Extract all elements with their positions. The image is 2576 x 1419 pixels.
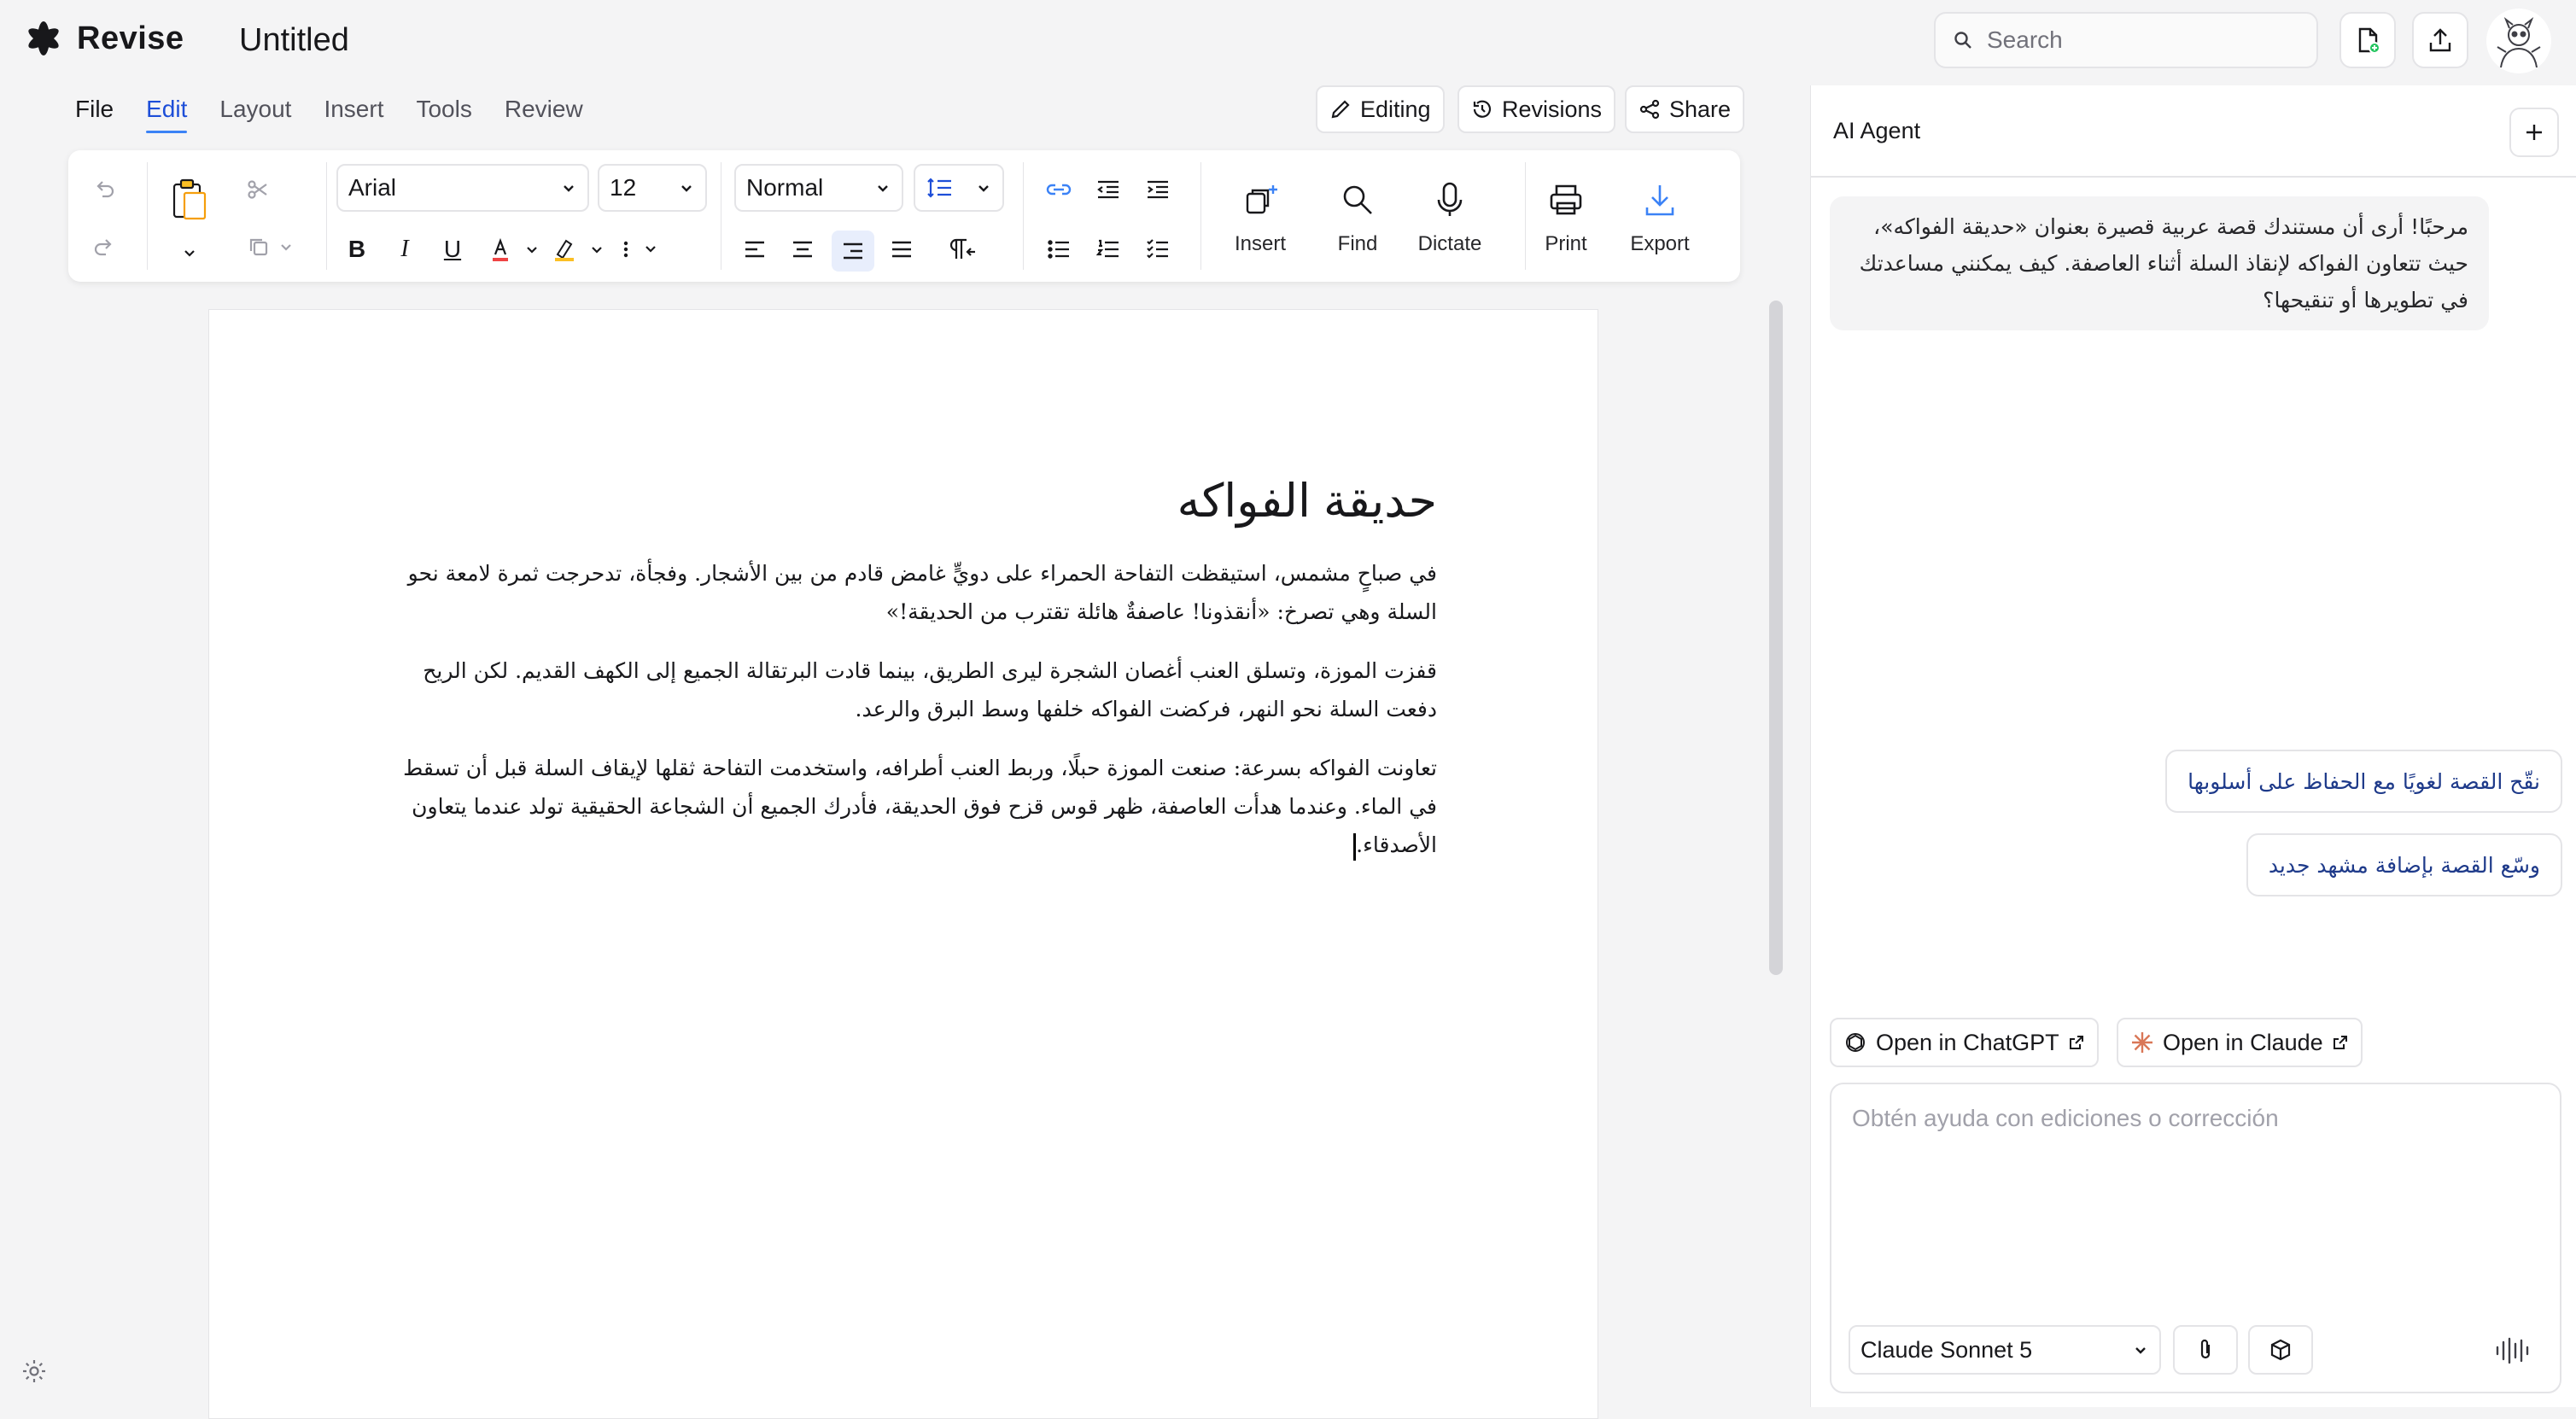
export-label: Export — [1630, 232, 1690, 255]
document-paragraph-3[interactable] — [378, 749, 1437, 864]
share-button[interactable] — [1625, 85, 1744, 133]
upload-icon — [2426, 26, 2455, 55]
font-size-select[interactable] — [598, 164, 707, 212]
font-family-value: Arial — [348, 174, 397, 201]
suggestion-chip-1[interactable]: نقّح القصة لغويًا مع الحفاظ على أسلوبها — [2165, 750, 2562, 813]
print-button[interactable] — [1540, 174, 1592, 225]
document-title[interactable]: Untitled — [239, 22, 349, 58]
indent-button[interactable] — [1139, 171, 1177, 208]
paste-icon — [171, 178, 208, 222]
bullet-list-button[interactable] — [1040, 231, 1078, 268]
chat-composer[interactable] — [1830, 1083, 2561, 1393]
line-spacing-icon — [926, 176, 953, 200]
chevron-down-icon — [874, 179, 891, 196]
menu-review[interactable]: Review — [504, 96, 583, 122]
plus-icon — [2523, 121, 2545, 143]
chatgpt-icon — [1843, 1031, 1867, 1054]
new-document-button[interactable] — [2339, 12, 2396, 68]
redo-button[interactable] — [85, 229, 123, 266]
find-button[interactable] — [1332, 174, 1383, 225]
revisions-label: Revisions — [1502, 96, 1603, 122]
align-right-button[interactable] — [832, 231, 874, 272]
document-heading[interactable]: حديقة الفواكه — [1177, 476, 1437, 527]
editing-label: Editing — [1360, 96, 1431, 122]
download-icon — [1643, 182, 1677, 218]
open-in-chatgpt-label: Open in ChatGPT — [1876, 1029, 2059, 1055]
rtl-paragraph-icon — [944, 236, 978, 262]
voice-input-button[interactable] — [2489, 1328, 2537, 1373]
share-icon — [1638, 98, 1661, 120]
external-link-icon — [2332, 1034, 2349, 1051]
menu-tools[interactable]: Tools — [416, 96, 472, 122]
copy-icon — [248, 236, 295, 260]
chevron-down-icon — [182, 245, 197, 260]
align-center-button[interactable] — [784, 231, 821, 268]
underline-icon: U — [443, 236, 462, 262]
more-icon — [617, 237, 665, 261]
microphone-icon — [1433, 181, 1467, 219]
italic-icon: I — [400, 236, 409, 262]
chevron-down-icon — [560, 179, 577, 196]
app-name: Revise — [77, 20, 184, 56]
search-input[interactable] — [1934, 12, 2318, 68]
editing-button[interactable] — [1316, 85, 1445, 133]
document-paragraph-1[interactable]: في صباحٍ مشمس، استيقظت التفاحة الحمراء على دويٍّ غامض قادم من بين الأشجار. وفجأة، تدحرجت ثمرة لامعة نحو السلة وهي تصرخ: «أنقذونا! عاصفةٌ هائلة تقترب من الحديقة!» — [407, 561, 1437, 624]
open-in-claude-label: Open in Claude — [2163, 1029, 2323, 1055]
revisions-button[interactable] — [1457, 85, 1615, 133]
copy-button[interactable] — [237, 229, 306, 266]
new-document-icon — [2353, 26, 2382, 55]
menu-file[interactable]: File — [75, 96, 114, 122]
menu-edit[interactable]: Edit — [146, 92, 187, 133]
pencil-icon — [1329, 98, 1352, 120]
model-select[interactable] — [1849, 1325, 2161, 1375]
external-link-icon — [2068, 1034, 2085, 1051]
numbered-list-icon — [1096, 238, 1120, 260]
menu-bar — [75, 92, 616, 133]
text-direction-button[interactable] — [936, 231, 987, 268]
highlight-button[interactable] — [548, 231, 582, 268]
avatar-icon — [2489, 11, 2549, 71]
share-label: Share — [1669, 96, 1732, 122]
composer-placeholder: Obtén ayuda con ediciones o corrección — [1852, 1105, 2279, 1131]
justify-icon — [891, 240, 913, 259]
ai-agent-panel — [1810, 85, 2576, 1407]
voice-icon — [2494, 1334, 2532, 1368]
link-button[interactable] — [1040, 171, 1078, 208]
chevron-down-icon — [589, 242, 605, 257]
search-icon — [1953, 30, 1973, 50]
italic-button[interactable] — [388, 232, 422, 266]
cube-icon — [2269, 1338, 2293, 1362]
model-value: Claude Sonnet 5 — [1860, 1336, 2033, 1363]
paste-button[interactable] — [162, 174, 217, 225]
align-center-icon — [791, 240, 814, 259]
more-format-button[interactable] — [613, 232, 669, 266]
document-paragraph-2[interactable]: قفزت الموزة، وتسلق العنب أغصان الشجرة ليرى الطريق، بينما قادت البرتقالة الجميع إلى الكهف القديم. لكن الريح دفعت السلة نحو النهر، فركضت الفواكه خلفها وسط البرق والرعد. — [423, 658, 1437, 721]
cut-button[interactable] — [239, 171, 277, 208]
dictate-label: Dictate — [1417, 232, 1482, 255]
font-size-value: 12 — [610, 174, 637, 201]
undo-icon — [92, 178, 116, 201]
undo-button[interactable] — [85, 171, 123, 208]
chevron-down-icon — [678, 179, 695, 196]
history-icon — [1471, 98, 1493, 120]
highlight-icon — [552, 236, 578, 263]
paperclip-icon — [2194, 1337, 2217, 1363]
print-label: Print — [1545, 232, 1587, 255]
ai-panel-header — [1811, 85, 2576, 178]
align-left-icon — [744, 240, 766, 259]
underline-button[interactable] — [435, 232, 470, 266]
document-page[interactable] — [208, 309, 1598, 1419]
font-family-select[interactable] — [336, 164, 589, 212]
upload-button[interactable] — [2412, 12, 2468, 68]
search-icon — [1341, 183, 1375, 217]
logo-icon — [24, 19, 63, 58]
link-icon — [1045, 180, 1072, 199]
insert-button[interactable] — [1235, 174, 1286, 225]
export-button[interactable] — [1634, 174, 1685, 225]
paste-options-button[interactable] — [172, 236, 207, 270]
suggestion-chip-2[interactable]: وسّع القصة بإضافة مشهد جديد — [2246, 833, 2562, 896]
align-right-icon — [842, 242, 864, 260]
dictate-button[interactable] — [1424, 174, 1475, 225]
bold-icon: B — [348, 236, 366, 262]
bullet-list-icon — [1047, 239, 1071, 260]
checklist-button[interactable] — [1139, 231, 1177, 268]
open-in-chatgpt-button[interactable] — [1830, 1018, 2099, 1067]
ai-panel-title: AI Agent — [1833, 118, 1921, 143]
line-spacing-select[interactable] — [914, 164, 1004, 212]
settings-button[interactable] — [20, 1358, 48, 1385]
search-placeholder: Search — [1987, 26, 2063, 53]
find-label: Find — [1337, 232, 1378, 255]
insert-icon — [1241, 180, 1280, 219]
editor-scrollbar[interactable] — [1769, 301, 1783, 975]
checklist-icon — [1146, 238, 1170, 260]
settings-icon — [20, 1358, 48, 1385]
text-color-dropdown[interactable] — [519, 232, 545, 266]
align-left-button[interactable] — [736, 231, 774, 268]
chevron-down-icon — [524, 242, 540, 257]
chevron-down-icon — [2132, 1341, 2149, 1358]
paragraph-style-select[interactable] — [734, 164, 903, 212]
indent-icon — [1146, 179, 1170, 200]
claude-icon — [2130, 1031, 2154, 1054]
menu-layout[interactable]: Layout — [219, 96, 292, 122]
cut-icon — [246, 178, 270, 201]
chevron-down-icon — [975, 179, 992, 196]
highlight-dropdown[interactable] — [584, 232, 610, 266]
bold-button[interactable] — [340, 232, 374, 266]
attach-button[interactable] — [2173, 1325, 2238, 1375]
insert-label: Insert — [1234, 232, 1287, 255]
open-in-claude-button[interactable] — [2117, 1018, 2363, 1067]
printer-icon — [1548, 183, 1584, 217]
avatar[interactable] — [2486, 9, 2551, 73]
text-color-icon — [488, 236, 512, 263]
outdent-button[interactable] — [1089, 171, 1127, 208]
new-chat-button[interactable] — [2509, 108, 2559, 157]
outdent-icon — [1096, 179, 1120, 200]
tools-button[interactable] — [2248, 1325, 2313, 1375]
paragraph-style-value: Normal — [746, 174, 824, 201]
justify-button[interactable] — [883, 231, 920, 268]
redo-icon — [92, 236, 116, 260]
numbered-list-button[interactable] — [1089, 231, 1127, 268]
text-color-button[interactable] — [483, 231, 517, 268]
app-logo[interactable] — [24, 19, 184, 58]
menu-insert[interactable]: Insert — [324, 96, 384, 122]
agent-message: مرحبًا! أرى أن مستندك قصة عربية قصيرة بعنوان «حديقة الفواكه»، حيث تتعاون الفواكه لإنقاذ السلة أثناء العاصفة. كيف يمكنني مساعدتك في تطويرها أو تنقيحها؟ — [1830, 196, 2489, 330]
editor-toolbar — [68, 150, 1740, 282]
document-paragraph-3-text: تعاونت الفواكه بسرعة: صنعت الموزة حبلًا، وربط العنب أطرافه، واستخدمت التفاحة ثقلها لإيقاف السلة قبل أن تسقط في الماء. وعندما هدأت العاصفة، ظهر قوس قزح فوق الحديقة، فأدرك الجميع أن الشجاعة الحقيقية تولد عندما يتعاون الأصدقاء. — [403, 756, 1437, 857]
